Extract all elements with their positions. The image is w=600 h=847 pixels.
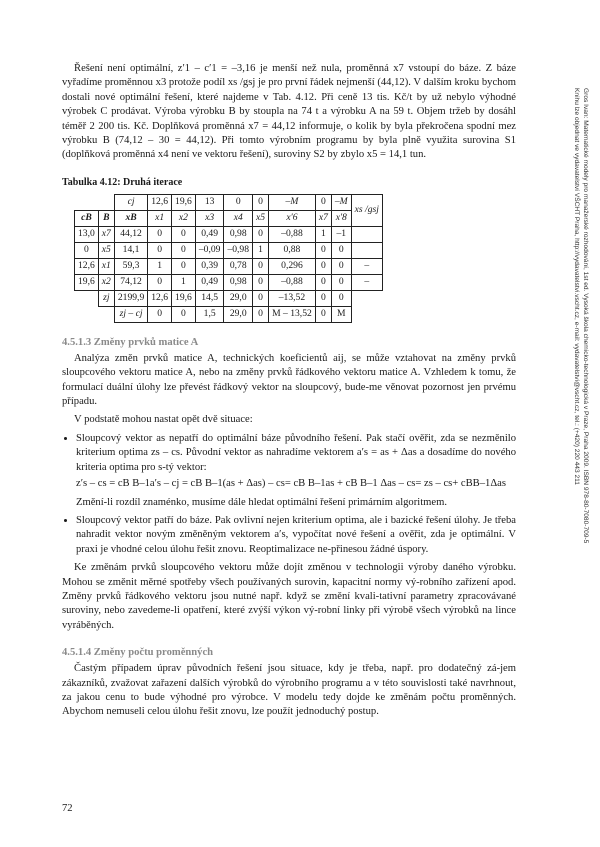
table-cell: 0 — [253, 226, 269, 242]
table-cell: x1 — [98, 258, 114, 274]
section-heading-variable-count: 4.5.1.4 Změny počtu proměnných — [62, 647, 214, 659]
table-zjcj-row — [75, 306, 383, 322]
iteration-table — [74, 194, 383, 323]
zjcj-cell: M – 13,52 — [269, 306, 316, 322]
table-row — [75, 258, 383, 274]
cj-cell: 13 — [195, 194, 224, 210]
table-header-row — [75, 210, 383, 226]
table-cell: 0,98 — [224, 274, 253, 290]
table-row — [75, 274, 383, 290]
table-cell: 44,12 — [114, 226, 147, 242]
table-cj-row — [75, 194, 383, 210]
header-cell: x′8 — [331, 210, 351, 226]
page-number: 72 — [62, 803, 73, 814]
page-content — [62, 62, 516, 720]
table-cell: x5 — [98, 242, 114, 258]
zjcj-cell: 0 — [148, 306, 172, 322]
header-cell: B — [98, 210, 114, 226]
table-cell: 0 — [148, 226, 172, 242]
section-heading-matrix-changes: 4.5.1.3 Změny prvků matice A — [62, 336, 199, 348]
zj-cell: 12,6 — [148, 290, 172, 306]
situation-list — [62, 432, 516, 557]
table-cell: 0 — [172, 258, 196, 274]
table-cell: 0 — [148, 274, 172, 290]
table-cell: –0,88 — [269, 226, 316, 242]
table-cell: –0,88 — [269, 274, 316, 290]
cj-label: cj — [114, 194, 147, 210]
table-cell: 0 — [331, 242, 351, 258]
zj-cell: 0 — [253, 290, 269, 306]
table-cell: 0 — [331, 258, 351, 274]
header-cell: x7 — [315, 210, 331, 226]
zjcj-cell: M — [331, 306, 351, 322]
zj-cell: 14,5 — [195, 290, 224, 306]
table-cell: 74,12 — [114, 274, 147, 290]
cj-cell: 0 — [224, 194, 253, 210]
table-cell — [351, 242, 382, 258]
header-cell: x2 — [172, 210, 196, 226]
table-cell: 0,296 — [269, 258, 316, 274]
list-item — [76, 432, 516, 510]
table-cell: 0 — [75, 242, 99, 258]
list-item — [76, 514, 516, 557]
table-cell: 0,49 — [195, 274, 224, 290]
zj-cell: 29,0 — [224, 290, 253, 306]
table-cell: 0,88 — [269, 242, 316, 258]
table-cell: 1 — [148, 258, 172, 274]
table-caption: Tabulka 4.12: Druhá iterace — [62, 176, 183, 188]
table-cell: 59,3 — [114, 258, 147, 274]
ratio-header: xs /gsj — [351, 194, 382, 226]
header-cell: x3 — [195, 210, 224, 226]
table-cell: 19,6 — [75, 274, 99, 290]
paragraph-intro: Řešení není optimální, z′1 – c′1 = –3,16 je menší než nula, proměnná x7 vstoupí do báze. Z báze vyřadíme proměnnou x3 protože podíl xs /gsj je pro první řádek nejmenší (44,12). V dalším kroku bychom dostali nové optimální řešení, které najdeme v Tab. 4.12. Při ceně 13 tis. Kč/t by už nebylo výhodné výrobek C prodávat. Výroba výrobku B by stoupla na 74 t a výrobku A na 59 t. Objem tržeb by dosáhl téměř 2 200 tis. Kč. Doplňková proměnná x7 = 44,12 informuje, o kolik by byla překročena spodní mez výrobku B (74,12 – 30 = 44,12). Při tomto výrobním programu by byla plně využita surovina S1 (doplňková proměnná x4 není ve vektoru řešení), suroviny S2 by zbylo x5 = 14,1 tun. — [62, 63, 516, 161]
zj-cell: 0 — [315, 290, 331, 306]
table-cell: 1 — [253, 242, 269, 258]
paragraph-matrix-analysis: Analýza změn prvků matice A, technických koeficientů aij, se může vztahovat na změny prvků sloupcového vektoru matice A, nebo na změny prvků řádkového vektoru matice A. Vzhledem k tomu, že formulací duální úlohy lze převést řádkový vektor na sloupcový, bude-me věnovat pozornost jen prvému případu. — [62, 352, 516, 408]
table-cell: – — [351, 258, 382, 274]
paragraph-two-situations: V podstatě mohou nastat opět dvě situace: — [74, 414, 253, 426]
table-cell: 0 — [148, 242, 172, 258]
zjcj-label: zj – cj — [114, 306, 147, 322]
table-row — [75, 242, 383, 258]
bullet-nonbasic-text: Sloupcový vektor as nepatří do optimální báze původního řešení. Pak stačí ověřit, zda se nezměnilo kriterium optima zs – cs. Původní vektor as nahradíme vektorem a′s = as + Δas a dosadíme do nového kriteria optima pro s-tý vektor: — [76, 432, 516, 473]
cj-cell: –M — [331, 194, 351, 210]
table-cell: 0,98 — [224, 226, 253, 242]
table-cell: –0,98 — [224, 242, 253, 258]
zjcj-cell: 0 — [253, 306, 269, 322]
table-zj-row — [75, 290, 383, 306]
table-cell: 0 — [253, 274, 269, 290]
sidebar-order-info: Knihu lze objednat ve vydavatelství VŠCHT Praha, http://vydavatelstvi.vscht.cz, e-mail: vydavatelstvi@vscht.cz, tel.: (+420) 220 443 211 — [573, 88, 580, 485]
zjcj-cell: 0 — [315, 306, 331, 322]
table-cell: –1 — [331, 226, 351, 242]
sidebar-citation: Gros Ivan: Matematické modely pro manažerské rozhodování, 1st ed. Vysoká škola chemicko-technologická v Praze, Praha 2009. ISBN 978-80-7080-709-5 — [582, 88, 589, 544]
table-cell: – — [351, 274, 382, 290]
paragraph-column-vector-changes: Ke změnám prvků sloupcového vektoru může dojít změnou v technologii výroby daného výrobku. Mohou se změnit měrné spotřeby všech používaných surovin, kapacitní normy vý-robního zařízení apod. Změny prvků řádkového vektoru jsou nutné např. když se změní kvali-tativní parametry zpracovávané suroviny, nebo zavedeme-li opatření, které zvýší výkon vý-robní linky při výrobě všech výrobků na lince vyráběných. — [62, 562, 516, 631]
zjcj-cell: 1,5 — [195, 306, 224, 322]
table-cell: x2 — [98, 274, 114, 290]
table-cell: 0,39 — [195, 258, 224, 274]
table-cell: 0 — [315, 242, 331, 258]
zj-label: zj — [98, 290, 114, 306]
table-cell: 13,0 — [75, 226, 99, 242]
table-cell: 0,78 — [224, 258, 253, 274]
table-cell: 1 — [315, 226, 331, 242]
table-cell: x7 — [98, 226, 114, 242]
header-cell: x4 — [224, 210, 253, 226]
cj-cell: 19,6 — [172, 194, 196, 210]
table-cell: 0,49 — [195, 226, 224, 242]
table-cell: 0 — [315, 274, 331, 290]
table-row — [75, 226, 383, 242]
paragraph-variable-count: Častým případem úprav původních řešení jsou situace, kdy je třeba, např. pro dodatečný zá-jem zákazníků, zvažovat zařazení dalších výrobků do výrobního programu a v této souvislosti také navrhnout, za jakou cenu to bude výhodné pro výrobce. V modelu tedy dojde ke změnám počtu proměnných. Abychom nemuseli celou úlohu řešit znovu, lze použít jednoduchý postup. — [62, 663, 516, 718]
header-cell: x5 — [253, 210, 269, 226]
cj-cell: –M — [269, 194, 316, 210]
zjcj-cell: 0 — [172, 306, 196, 322]
header-cell: x1 — [148, 210, 172, 226]
header-cell: cB — [75, 210, 99, 226]
header-cell: xB — [114, 210, 147, 226]
table-cell: 0 — [172, 242, 196, 258]
table-cell: 0 — [331, 274, 351, 290]
zjcj-cell: 29,0 — [224, 306, 253, 322]
optimality-formula: z′s – cs = cB B–1a′s – cj = cB B–1(as + Δas) – cs= cB B–1as + cB B–1 Δas – cs= zs – cs+ cBB–1Δas — [76, 478, 506, 490]
table-cell: 0 — [315, 258, 331, 274]
zj-cell: –13,52 — [269, 290, 316, 306]
table-cell — [351, 226, 382, 242]
table-cell: 1 — [172, 274, 196, 290]
copyright-sidebar — [572, 88, 590, 543]
bullet-basic-text: Sloupcový vektor patří do báze. Pak ovlivní nejen kriterium optima, ale i bazické řešení úlohy. Je třeba nahradit vektor novým změněným vektorem a′s, vypočítat nové řešení a ověřit, zda je optimální. V praxi je vhodné celou úlohu řešit znovu. Reoptimalizace ne-přinesou žádné úspory. — [76, 514, 516, 555]
table-cell: 12,6 — [75, 258, 99, 274]
bullet-nonbasic-tail: Změní-li rozdíl znaménko, musíme dále hledat optimální řešení primárním algoritmem. — [76, 496, 447, 508]
table-cell: 0 — [172, 226, 196, 242]
header-cell: x′6 — [269, 210, 316, 226]
table-cell: –0,09 — [195, 242, 224, 258]
zj-cell: 2199,9 — [114, 290, 147, 306]
table-cell: 0 — [253, 258, 269, 274]
zj-cell: 19,6 — [172, 290, 196, 306]
zj-cell: 0 — [331, 290, 351, 306]
table-cell: 14,1 — [114, 242, 147, 258]
cj-cell: 0 — [253, 194, 269, 210]
cj-cell: 12,6 — [148, 194, 172, 210]
cj-cell: 0 — [315, 194, 331, 210]
